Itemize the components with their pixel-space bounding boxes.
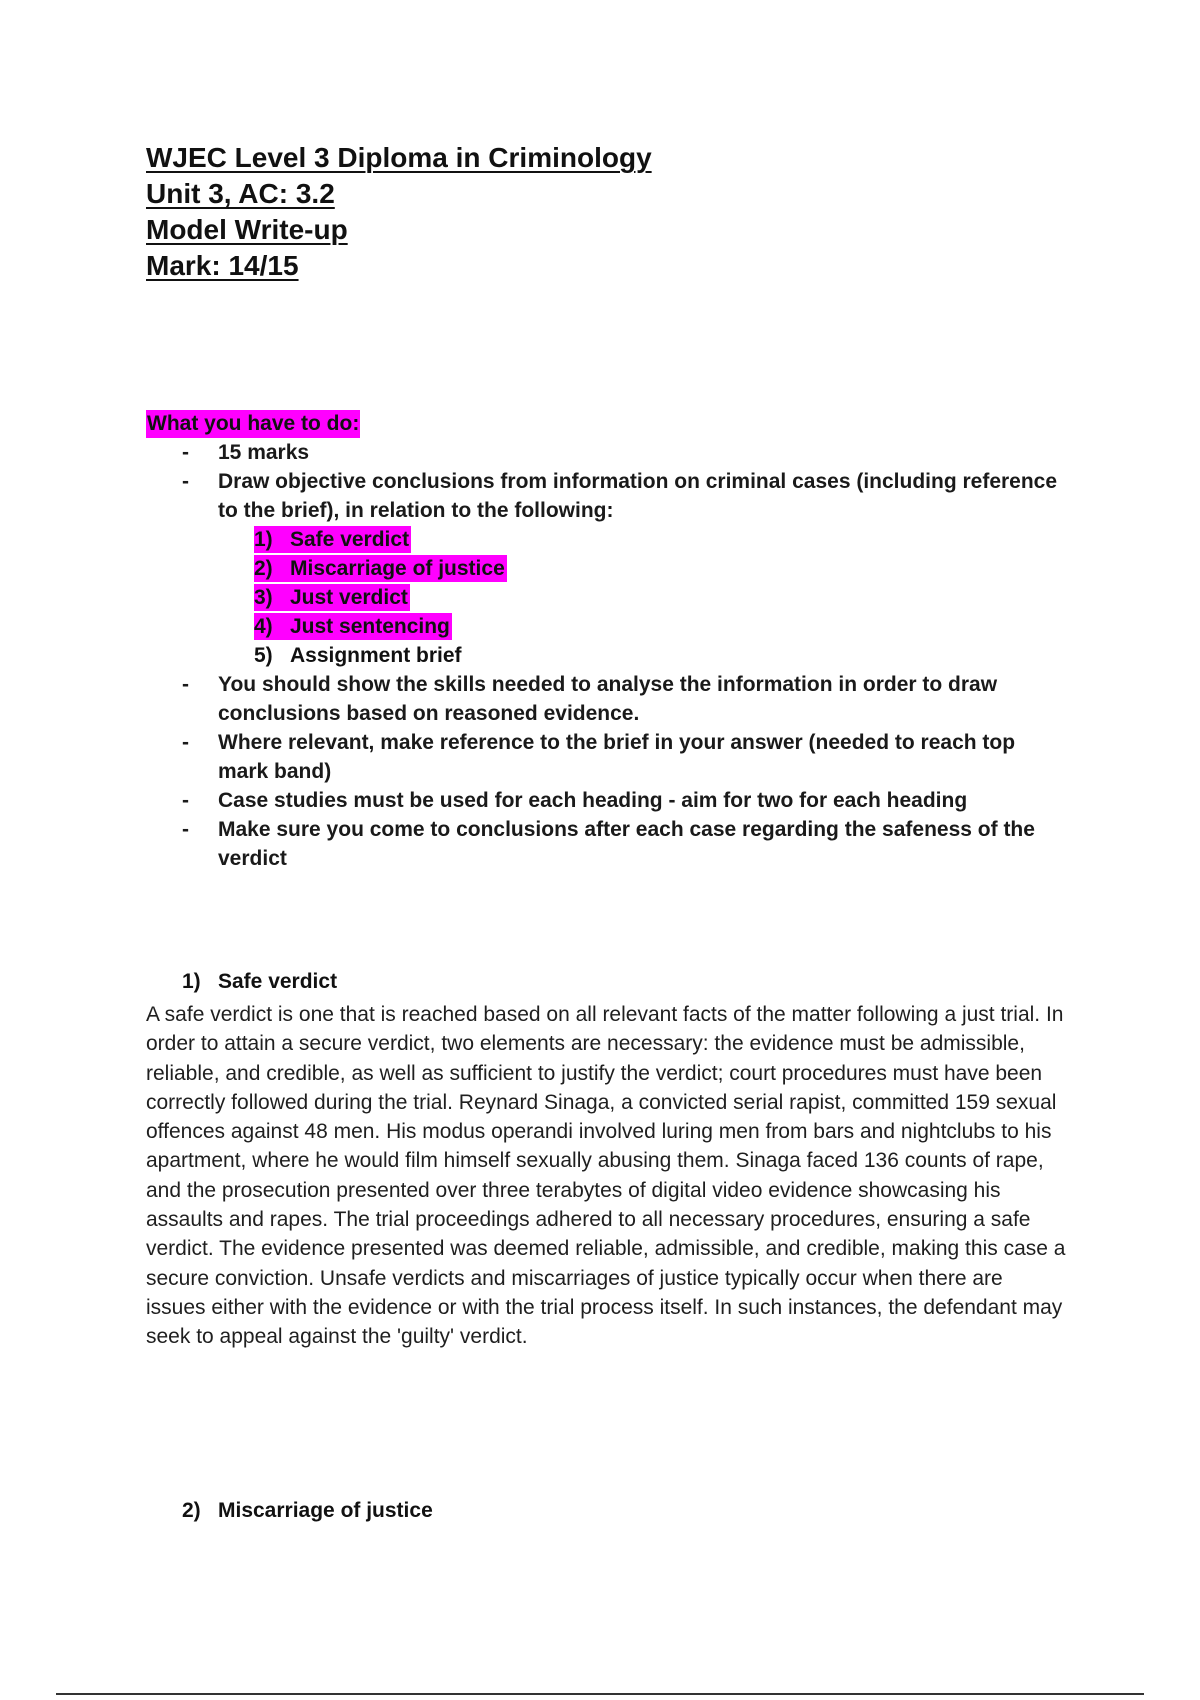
- item-number: 4): [254, 615, 273, 638]
- bullet-marker: -: [182, 789, 189, 812]
- task-bullet-list: [146, 438, 1066, 525]
- document-title: WJEC Level 3 Diploma in Criminology: [146, 142, 652, 173]
- section-number: 2): [182, 1499, 201, 1522]
- task-instructions: [146, 410, 1066, 873]
- item-label: Just verdict: [290, 586, 408, 609]
- highlighted-item: [254, 555, 507, 582]
- item-number: 5): [254, 644, 273, 667]
- task-bullet: [146, 467, 1066, 525]
- bullet-text: 15 marks: [218, 441, 310, 464]
- section-title: Safe verdict: [218, 970, 338, 993]
- section-miscarriage-of-justice: [146, 1497, 1066, 1525]
- bullet-text: Make sure you come to conclusions after each case regarding the safeness of the verdict: [218, 818, 1035, 870]
- section-title: Miscarriage of justice: [218, 1499, 433, 1522]
- item-label: Just sentencing: [290, 615, 450, 638]
- bullet-marker: -: [182, 731, 189, 754]
- task-bullet: [146, 670, 1066, 728]
- heading-list-item: [146, 641, 1066, 670]
- heading-list: [146, 525, 1066, 670]
- heading-list-item: [146, 554, 1066, 583]
- task-heading: What you have to do:: [146, 410, 360, 438]
- unit-label: Unit 3, AC: 3.2: [146, 178, 335, 209]
- item-number: 1): [254, 528, 273, 551]
- section-paragraph: A safe verdict is one that is reached based on all relevant facts of the matter following a just trial. In order to attain a secure verdict, two elements are necessary: the evidence must be admissible, reliable, and credible, as well as sufficient to justify the verdict; court procedures must have been correctly followed during the trial. Reynard Sinaga, a convicted serial rapist, committed 159 sexual offences against 48 men. His modus operandi involved luring men from bars and nightclubs to his apartment, where he would film himself sexually abusing them. Sinaga faced 136 counts of rape, and the prosecution presented over three terabytes of digital video evidence showcasing his assaults and rapes. The trial proceedings adhered to all necessary procedures, ensuring a safe verdict. The evidence presented was deemed reliable, admissible, and credible, making this case a secure conviction. Unsafe verdicts and miscarriages of justice typically occur when there are issues either with the evidence or with the trial process itself. In such instances, the defendant may seek to appeal against the 'guilty' verdict.: [146, 1003, 1066, 1349]
- section-number: 1): [182, 970, 201, 993]
- list-item-text: [254, 642, 464, 669]
- bullet-text: Draw objective conclusions from information on criminal cases (including reference to the brief), in relation to the following:: [218, 470, 1058, 522]
- heading-list-item: [146, 525, 1066, 554]
- item-number: 2): [254, 557, 273, 580]
- highlighted-item: [254, 584, 410, 611]
- task-bullet-list: [146, 670, 1066, 873]
- bullet-marker: -: [182, 441, 189, 464]
- bullet-text: You should show the skills needed to analyse the information in order to draw conclusions based on reasoned evidence.: [218, 673, 998, 725]
- item-label: Safe verdict: [290, 528, 410, 551]
- highlighted-item: [254, 526, 411, 553]
- task-bullet: [146, 786, 1066, 815]
- task-bullet: [146, 815, 1066, 873]
- bullet-text: Case studies must be used for each heading - aim for two for each heading: [218, 789, 968, 812]
- document-header: [146, 140, 652, 284]
- item-label: Miscarriage of justice: [290, 557, 505, 580]
- item-label: Assignment brief: [290, 644, 462, 667]
- highlighted-item: [254, 613, 452, 640]
- task-bullet: [146, 728, 1066, 786]
- item-number: 3): [254, 586, 273, 609]
- heading-list-item: [146, 583, 1066, 612]
- bullet-marker: -: [182, 818, 189, 841]
- bullet-marker: -: [182, 470, 189, 493]
- bullet-marker: -: [182, 673, 189, 696]
- task-bullet: [146, 438, 1066, 467]
- page-bottom-divider: [56, 1693, 1144, 1695]
- writeup-label: Model Write-up: [146, 214, 348, 245]
- mark-label: Mark: 14/15: [146, 250, 299, 281]
- section-safe-verdict: [146, 968, 1066, 1352]
- section-heading: [146, 968, 1066, 996]
- heading-list-item: [146, 612, 1066, 641]
- section-heading: [146, 1497, 1066, 1525]
- bullet-text: Where relevant, make reference to the brief in your answer (needed to reach top mark band): [218, 731, 1016, 783]
